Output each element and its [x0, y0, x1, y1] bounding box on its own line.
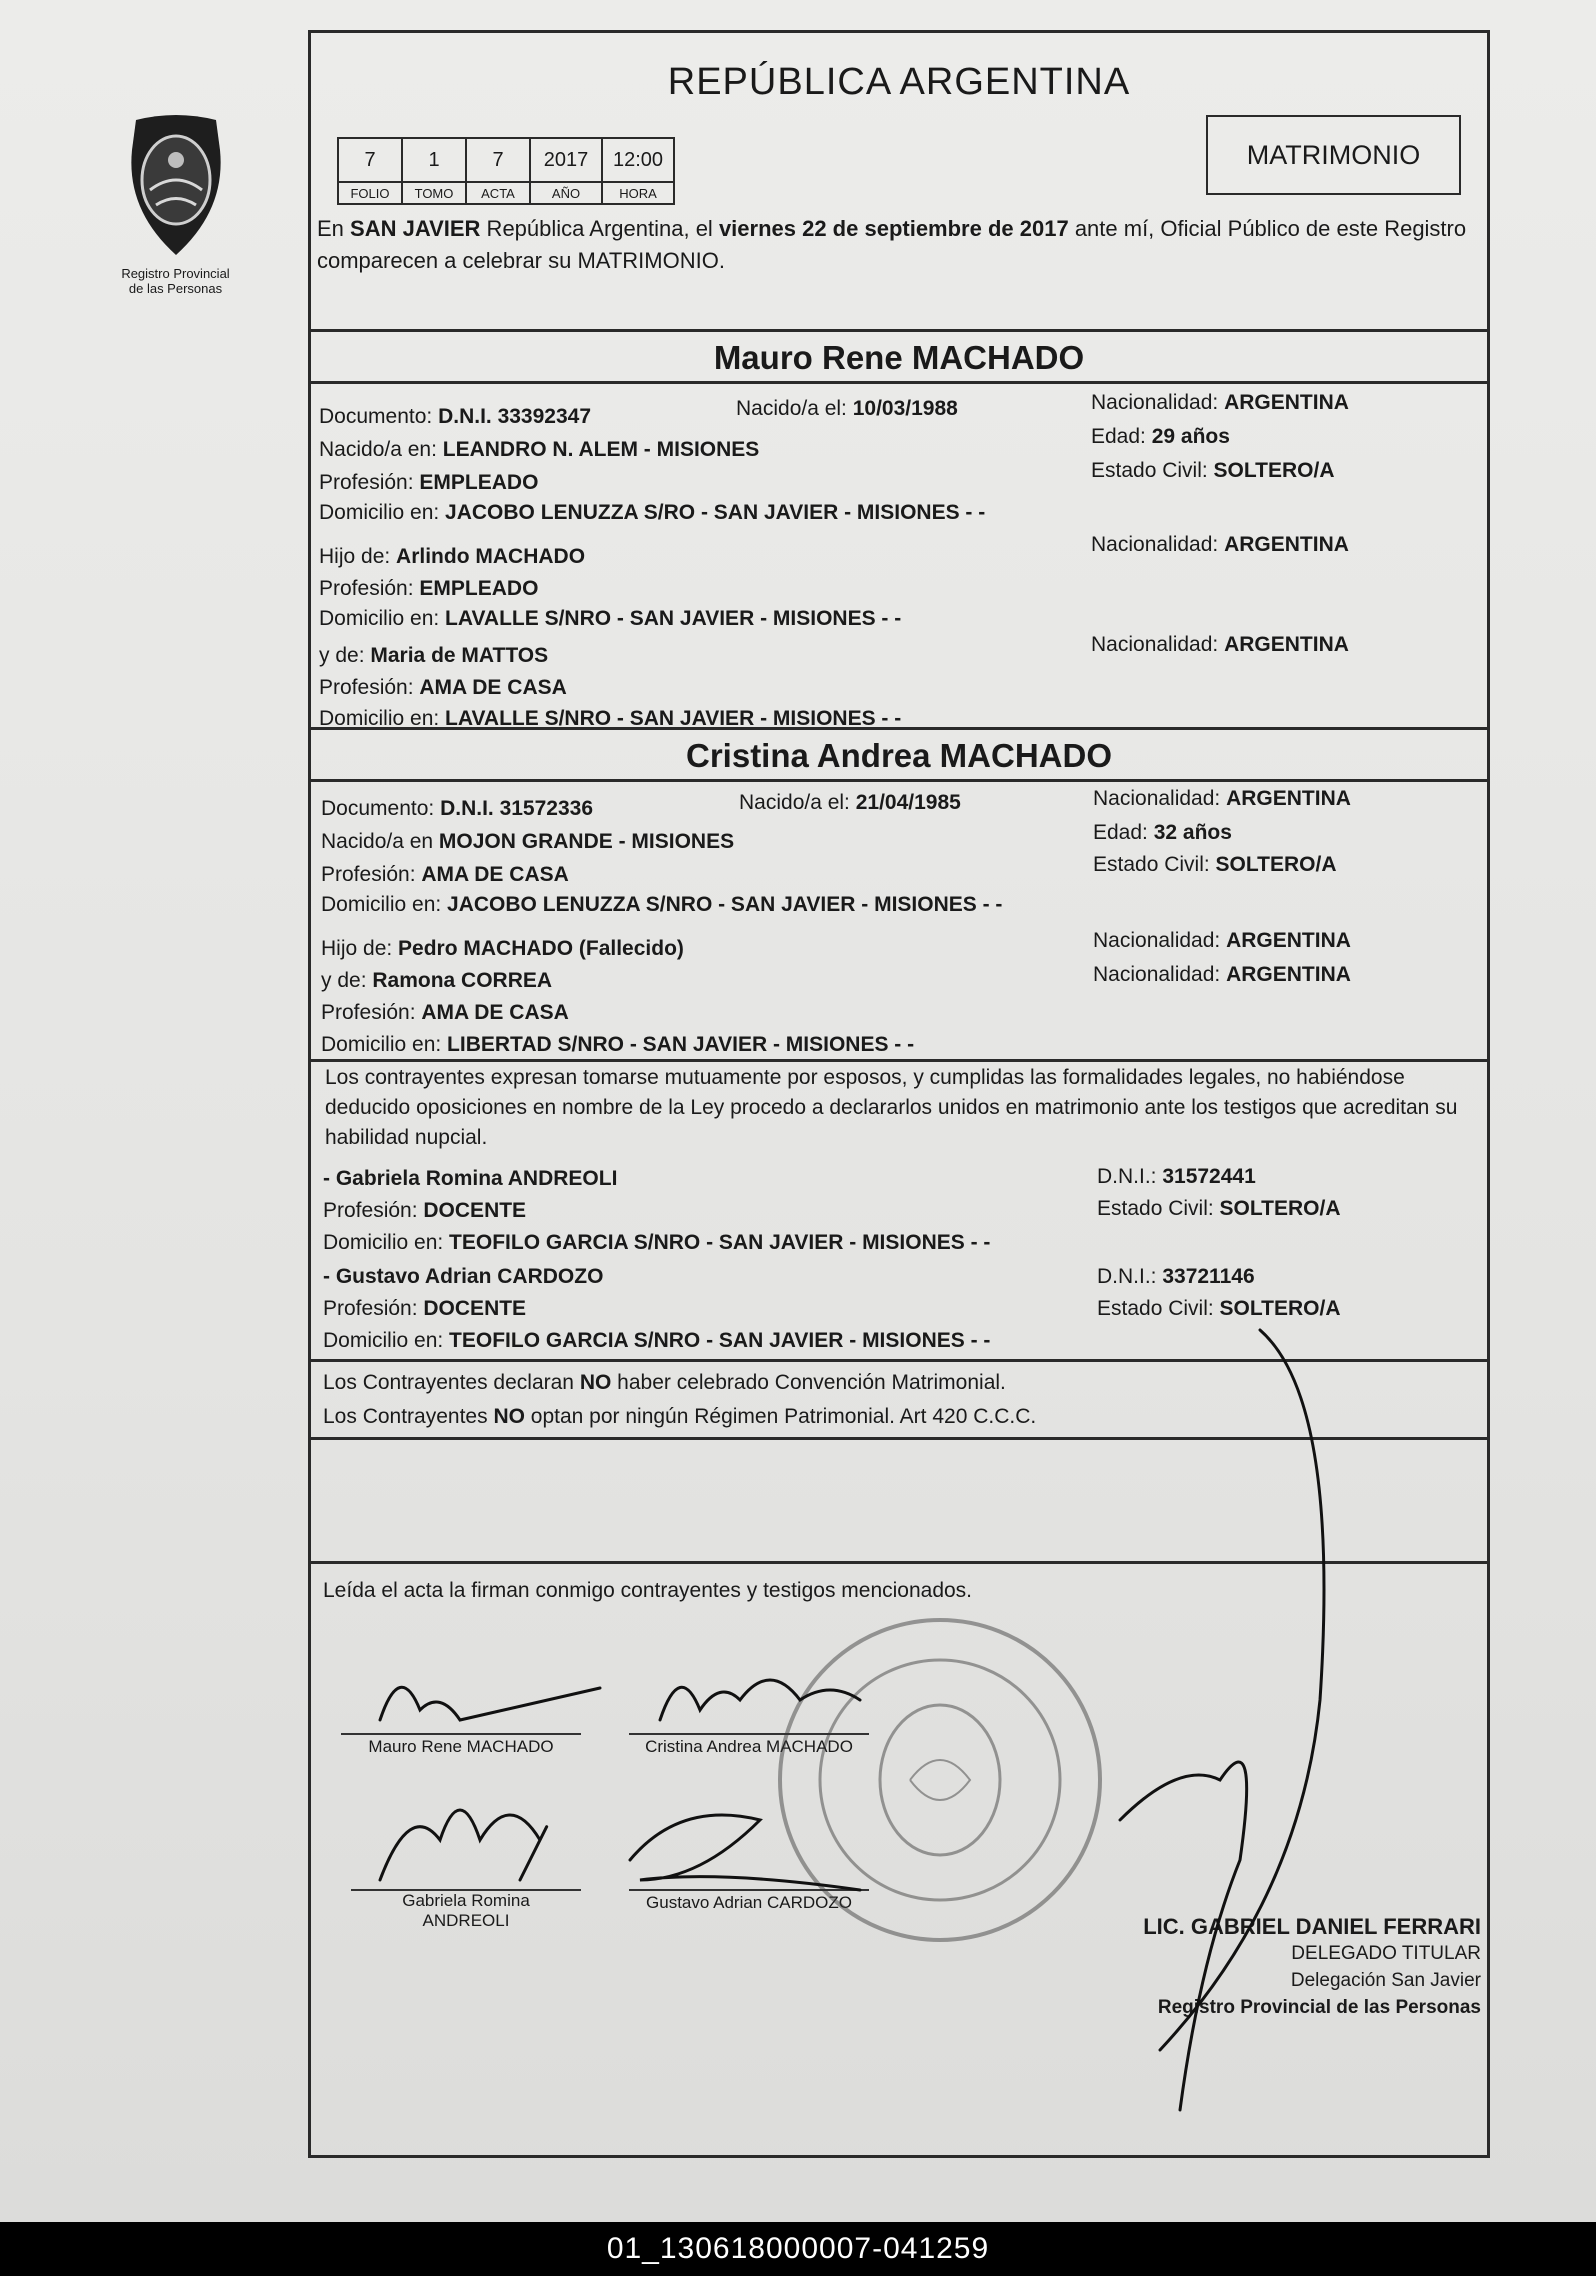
field-label: Profesión: — [323, 1199, 424, 1222]
country-title: REPÚBLICA ARGENTINA — [667, 61, 1131, 103]
intro-place: SAN JAVIER — [350, 216, 481, 241]
field-value: LEANDRO N. ALEM - MISIONES — [442, 438, 760, 461]
official-registry: Registro Provincial de las Personas — [1157, 1997, 1481, 2018]
field-value: ARGENTINA — [1226, 963, 1351, 986]
field-label: D.N.I.: — [1097, 1165, 1163, 1188]
field-value: AMA DE CASA — [419, 676, 567, 699]
field-value: - Gustavo Adrian CARDOZO — [323, 1265, 604, 1288]
official-name: LIC. GABRIEL DANIEL FERRARI — [1143, 1914, 1481, 1939]
text-emphasis: NO — [493, 1405, 525, 1428]
field-label: Domicilio en: — [321, 893, 448, 916]
field-value: 29 años — [1151, 425, 1230, 448]
field-label: Profesión: — [319, 577, 420, 600]
bride-name: Cristina Andrea MACHADO — [686, 737, 1112, 774]
intro-date: viernes 22 de septiembre de 2017 — [718, 216, 1069, 241]
field-value: SOLTERO/A — [1219, 1197, 1341, 1220]
witness2-signature — [630, 1815, 860, 1890]
official-stamp — [780, 1620, 1100, 1940]
field-label: Nacionalidad: — [1091, 533, 1225, 556]
field-label: Hijo de: — [321, 937, 399, 960]
field-value: AMA DE CASA — [421, 1001, 569, 1024]
field-value: Ramona CORREA — [372, 969, 553, 992]
field-value: Pedro MACHADO (Fallecido) — [398, 937, 684, 960]
field-value: AMA DE CASA — [421, 863, 569, 886]
folio-value: 7 — [338, 138, 402, 182]
declaration-text: Los contrayentes expresan tomarse mutuamente por esposos, y cumplidas las formalidades legales, no habiéndose deducido oposiciones en nombre de la Ley procedo a declararlos unidos en matrimonio ante los testigos que acreditan su habilidad nupcial. — [325, 1066, 1458, 1149]
text-part: Los Contrayentes declaran — [323, 1371, 580, 1394]
field-label: Nacido/a el: — [739, 791, 856, 814]
field-label: Nacionalidad: — [1093, 929, 1227, 952]
bride-signature-name: Cristina Andrea MACHADO — [645, 1737, 853, 1756]
field-label: Estado Civil: — [1097, 1297, 1220, 1320]
acta-label: ACTA — [466, 182, 530, 204]
field-label: Estado Civil: — [1091, 459, 1214, 482]
field-value: 21/04/1985 — [855, 791, 961, 814]
field-label: Hijo de: — [319, 545, 397, 568]
field-value: Arlindo MACHADO — [396, 545, 586, 568]
field-value: DOCENTE — [423, 1199, 527, 1222]
field-label: Edad: — [1093, 821, 1154, 844]
official-office: Delegación San Javier — [1290, 1970, 1481, 1991]
document-code-bar: 01_130618000007-041259 — [0, 2222, 1596, 2276]
field-label: Domicilio en: — [319, 707, 446, 730]
field-value: 31572441 — [1162, 1165, 1256, 1188]
field-value: JACOBO LENUZZA S/RO - SAN JAVIER - MISIONES - - — [445, 501, 986, 524]
field-value: 32 años — [1153, 821, 1232, 844]
text-part: optan por ningún Régimen Patrimonial. Art 420 C.C.C. — [524, 1405, 1037, 1428]
act-type-box: MATRIMONIO — [1206, 115, 1461, 195]
year-label: AÑO — [530, 182, 602, 204]
folio-label: FOLIO — [338, 182, 402, 204]
field-value: ARGENTINA — [1224, 391, 1349, 414]
witness1-signature — [380, 1810, 547, 1880]
field-value: ARGENTINA — [1224, 533, 1349, 556]
field-value: LIBERTAD S/NRO - SAN JAVIER - MISIONES - - — [447, 1033, 915, 1056]
text-part: haber celebrado Convención Matrimonial. — [611, 1371, 1006, 1394]
field-value: ARGENTINA — [1226, 787, 1351, 810]
bride-signature — [660, 1680, 860, 1720]
field-label: Nacionalidad: — [1091, 633, 1225, 656]
field-label: Domicilio en: — [319, 607, 446, 630]
field-label: Nacido/a en: — [319, 438, 443, 461]
field-value: MOJON GRANDE - MISIONES — [438, 830, 735, 853]
field-value: LAVALLE S/NRO - SAN JAVIER - MISIONES - - — [445, 707, 902, 730]
acta-value: 7 — [466, 138, 530, 182]
field-value: JACOBO LENUZZA S/NRO - SAN JAVIER - MISIONES - - — [447, 893, 1003, 916]
field-label: Documento: — [319, 405, 439, 428]
tomo-label: TOMO — [402, 182, 466, 204]
groom-name: Mauro Rene MACHADO — [713, 339, 1085, 376]
field-label: Domicilio en: — [319, 501, 446, 524]
field-value: TEOFILO GARCIA S/NRO - SAN JAVIER - MISIONES - - — [449, 1231, 991, 1254]
text-emphasis: NO — [579, 1371, 612, 1394]
field-value: DOCENTE — [423, 1297, 527, 1320]
field-label: Profesión: — [319, 471, 420, 494]
field-label: Profesión: — [321, 863, 422, 886]
field-label: y de: — [319, 644, 371, 667]
field-value: - Gabriela Romina ANDREOLI — [323, 1167, 618, 1190]
field-label: Profesión: — [323, 1297, 424, 1320]
handwritten-signatures — [380, 1330, 1324, 2110]
field-value: D.N.I. 33392347 — [438, 405, 591, 428]
official-signature — [1120, 1330, 1324, 2110]
field-value: SOLTERO/A — [1215, 853, 1337, 876]
field-value: EMPLEADO — [419, 577, 539, 600]
signature-name-line: Gabriela Romina — [402, 1891, 530, 1910]
field-label: Domicilio en: — [321, 1033, 448, 1056]
time-label: HORA — [602, 182, 674, 204]
field-label: Profesión: — [321, 1001, 422, 1024]
field-label: Nacido/a el: — [736, 397, 853, 420]
groom-signature — [380, 1687, 600, 1720]
signature-name-line: ANDREOLI — [422, 1911, 510, 1930]
field-value: Maria de MATTOS — [370, 644, 549, 667]
logo-caption-line1: Registro Provincial — [121, 266, 230, 281]
field-label: Nacionalidad: — [1093, 963, 1227, 986]
groom-signature-name: Mauro Rene MACHADO — [368, 1737, 554, 1756]
field-label: Estado Civil: — [1093, 853, 1216, 876]
official-title: DELEGADO TITULAR — [1291, 1943, 1481, 1964]
text-part: Los Contrayentes — [323, 1405, 494, 1428]
field-label: D.N.I.: — [1097, 1265, 1163, 1288]
field-label: Nacionalidad: — [1091, 391, 1225, 414]
field-label: Estado Civil: — [1097, 1197, 1220, 1220]
field-label: Domicilio en: — [323, 1329, 450, 1352]
closing-text: Leída el acta la firman conmigo contrayentes y testigos mencionados. — [323, 1579, 973, 1602]
field-value: 33721146 — [1162, 1265, 1255, 1288]
logo-caption-line2: de las Personas — [128, 281, 223, 296]
field-label: Nacionalidad: — [1093, 787, 1227, 810]
field-value: SOLTERO/A — [1213, 459, 1335, 482]
witness2-signature-name: Gustavo Adrian CARDOZO — [646, 1893, 852, 1912]
field-value: EMPLEADO — [419, 471, 539, 494]
time-value: 12:00 — [602, 138, 674, 182]
field-label: Documento: — [321, 797, 441, 820]
year-value: 2017 — [530, 138, 602, 182]
field-value: SOLTERO/A — [1219, 1297, 1341, 1320]
intro-part: En — [317, 216, 351, 241]
field-label: Nacido/a en — [321, 830, 439, 853]
field-value: ARGENTINA — [1224, 633, 1349, 656]
field-label: y de: — [321, 969, 373, 992]
field-value: LAVALLE S/NRO - SAN JAVIER - MISIONES - - — [445, 607, 902, 630]
field-value: D.N.I. 31572336 — [440, 797, 593, 820]
field-value: TEOFILO GARCIA S/NRO - SAN JAVIER - MISIONES - - — [449, 1329, 991, 1352]
field-value: 10/03/1988 — [852, 397, 958, 420]
field-label: Edad: — [1091, 425, 1152, 448]
intro-part: ante mí, Oficial Público de este Registro comparecen a celebrar su MATRIMONIO. — [317, 216, 1467, 273]
field-value: ARGENTINA — [1226, 929, 1351, 952]
tomo-value: 1 — [402, 138, 466, 182]
field-label: Domicilio en: — [323, 1231, 450, 1254]
intro-part: República Argentina, el — [480, 216, 719, 241]
field-label: Profesión: — [319, 676, 420, 699]
